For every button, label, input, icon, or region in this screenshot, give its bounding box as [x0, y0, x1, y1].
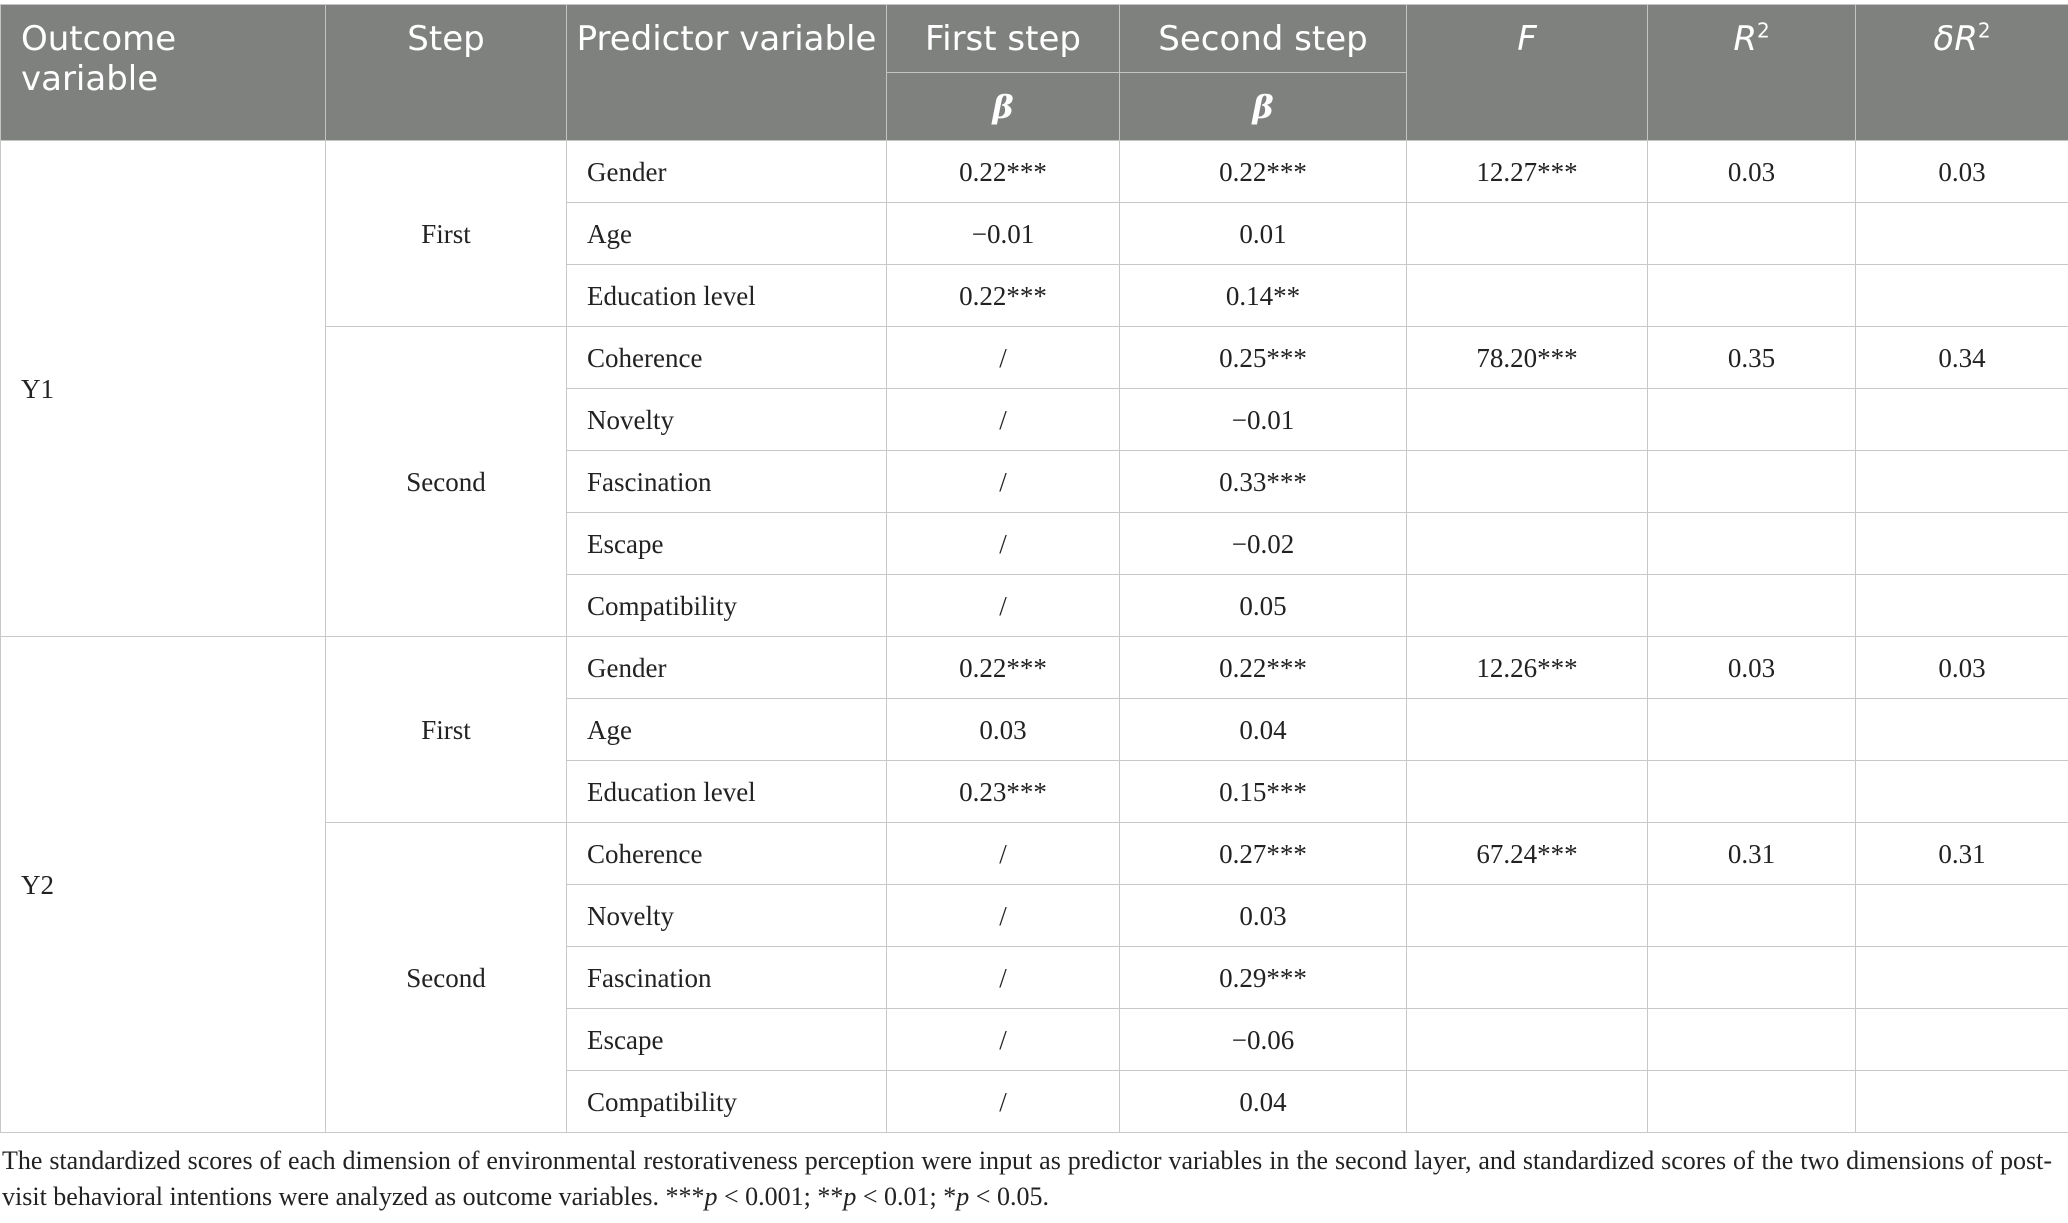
first-step-beta-cell: 0.22***: [887, 265, 1120, 327]
delta-r2-cell: [1856, 699, 2068, 761]
second-step-beta-cell: 0.25***: [1120, 327, 1407, 389]
predictor-cell: Fascination: [567, 947, 887, 1009]
second-step-beta-cell: 0.01: [1120, 203, 1407, 265]
predictor-cell: Age: [567, 699, 887, 761]
delta-r2-cell: [1856, 513, 2068, 575]
footnote-sig2-stars: **: [817, 1182, 844, 1211]
footnote-p2: p: [843, 1182, 857, 1211]
outcome-cell: Y2: [1, 637, 326, 1133]
delta-r2-cell: [1856, 265, 2068, 327]
table-body: [1, 141, 2068, 1133]
first-step-beta-cell: /: [887, 327, 1120, 389]
footnote-sig3-rest: < 0.05.: [969, 1182, 1049, 1211]
step-cell: Second: [326, 327, 567, 637]
predictor-cell: Fascination: [567, 451, 887, 513]
second-step-beta-cell: 0.27***: [1120, 823, 1407, 885]
f-cell: [1407, 389, 1648, 451]
second-step-beta-cell: 0.22***: [1120, 141, 1407, 203]
r2-cell: [1648, 265, 1856, 327]
first-step-beta-cell: /: [887, 823, 1120, 885]
first-step-beta-cell: /: [887, 389, 1120, 451]
header-delta-r2-sup: 2: [1977, 18, 1991, 43]
predictor-cell: Education level: [567, 265, 887, 327]
f-cell: [1407, 761, 1648, 823]
delta-r2-cell: [1856, 1009, 2068, 1071]
f-cell: [1407, 451, 1648, 513]
predictor-cell: Education level: [567, 761, 887, 823]
table-row: [1, 141, 2068, 203]
first-step-beta-cell: 0.23***: [887, 761, 1120, 823]
first-step-beta-cell: /: [887, 451, 1120, 513]
delta-r2-cell: [1856, 451, 2068, 513]
header-predictor-variable: Predictor variable: [567, 5, 887, 141]
delta-r2-cell: [1856, 203, 2068, 265]
f-cell: 12.27***: [1407, 141, 1648, 203]
header-second-step-beta: β: [1120, 73, 1407, 141]
first-step-beta-cell: −0.01: [887, 203, 1120, 265]
r2-cell: [1648, 513, 1856, 575]
footnote-p1: p: [704, 1182, 718, 1211]
first-step-beta-cell: /: [887, 947, 1120, 1009]
predictor-cell: Coherence: [567, 327, 887, 389]
f-cell: [1407, 203, 1648, 265]
second-step-beta-cell: 0.03: [1120, 885, 1407, 947]
table-header: [1, 5, 2068, 141]
f-cell: 78.20***: [1407, 327, 1648, 389]
first-step-beta-cell: /: [887, 513, 1120, 575]
header-step: Step: [326, 5, 567, 141]
table-footnote: [2, 1143, 2052, 1215]
r2-cell: [1648, 761, 1856, 823]
header-second-step: Second step: [1120, 5, 1407, 73]
second-step-beta-cell: 0.33***: [1120, 451, 1407, 513]
header-r2-sup: 2: [1756, 18, 1770, 43]
delta-r2-cell: [1856, 389, 2068, 451]
header-outcome-variable: Outcome variable: [1, 5, 326, 141]
header-r2: [1648, 5, 1856, 141]
first-step-beta-cell: /: [887, 575, 1120, 637]
first-step-beta-cell: /: [887, 1071, 1120, 1133]
step-cell: Second: [326, 823, 567, 1133]
delta-r2-cell: [1856, 761, 2068, 823]
delta-r2-cell: 0.34: [1856, 327, 2068, 389]
r2-cell: [1648, 1009, 1856, 1071]
r2-cell: 0.35: [1648, 327, 1856, 389]
f-cell: [1407, 885, 1648, 947]
f-cell: [1407, 1009, 1648, 1071]
r2-cell: [1648, 451, 1856, 513]
header-r2-label: R: [1733, 19, 1757, 59]
table-row: [1, 637, 2068, 699]
predictor-cell: Coherence: [567, 823, 887, 885]
first-step-beta-cell: /: [887, 885, 1120, 947]
header-delta-symbol: δ: [1933, 19, 1955, 59]
predictor-cell: Age: [567, 203, 887, 265]
second-step-beta-cell: 0.14**: [1120, 265, 1407, 327]
delta-r2-cell: 0.03: [1856, 141, 2068, 203]
header-f: [1407, 5, 1648, 141]
footnote-sig1-rest: < 0.001;: [717, 1182, 818, 1211]
r2-cell: [1648, 203, 1856, 265]
second-step-beta-cell: 0.05: [1120, 575, 1407, 637]
footnote-text: The standardized scores of each dimension of environmental restorativeness perception were input as predictor variables in the second layer, and standardized scores of the two dimensions of post-visit behavioral intentions were analyzed as outcome variables.: [2, 1146, 2052, 1211]
header-f-label: F: [1517, 19, 1537, 59]
delta-r2-cell: [1856, 1071, 2068, 1133]
r2-cell: 0.03: [1648, 637, 1856, 699]
predictor-cell: Compatibility: [567, 575, 887, 637]
r2-cell: [1648, 1071, 1856, 1133]
predictor-cell: Novelty: [567, 389, 887, 451]
predictor-cell: Gender: [567, 637, 887, 699]
r2-cell: 0.31: [1648, 823, 1856, 885]
delta-r2-cell: [1856, 947, 2068, 1009]
predictor-cell: Escape: [567, 1009, 887, 1071]
f-cell: [1407, 947, 1648, 1009]
footnote-p3: p: [956, 1182, 970, 1211]
footnote-sig3-stars: *: [943, 1182, 957, 1211]
second-step-beta-cell: 0.29***: [1120, 947, 1407, 1009]
first-step-beta-cell: 0.22***: [887, 637, 1120, 699]
first-step-beta-cell: 0.03: [887, 699, 1120, 761]
r2-cell: [1648, 699, 1856, 761]
r2-cell: 0.03: [1648, 141, 1856, 203]
header-first-step: First step: [887, 5, 1120, 73]
outcome-cell: Y1: [1, 141, 326, 637]
r2-cell: [1648, 885, 1856, 947]
first-step-beta-cell: /: [887, 1009, 1120, 1071]
f-cell: [1407, 575, 1648, 637]
predictor-cell: Novelty: [567, 885, 887, 947]
predictor-cell: Escape: [567, 513, 887, 575]
regression-table: [0, 4, 2068, 1133]
r2-cell: [1648, 389, 1856, 451]
second-step-beta-cell: −0.01: [1120, 389, 1407, 451]
f-cell: [1407, 513, 1648, 575]
second-step-beta-cell: 0.22***: [1120, 637, 1407, 699]
step-cell: First: [326, 637, 567, 823]
f-cell: [1407, 265, 1648, 327]
f-cell: 12.26***: [1407, 637, 1648, 699]
second-step-beta-cell: 0.04: [1120, 1071, 1407, 1133]
second-step-beta-cell: −0.02: [1120, 513, 1407, 575]
r2-cell: [1648, 947, 1856, 1009]
first-step-beta-cell: 0.22***: [887, 141, 1120, 203]
f-cell: 67.24***: [1407, 823, 1648, 885]
delta-r2-cell: 0.31: [1856, 823, 2068, 885]
delta-r2-cell: [1856, 885, 2068, 947]
r2-cell: [1648, 575, 1856, 637]
footnote-sig2-rest: < 0.01;: [856, 1182, 944, 1211]
second-step-beta-cell: −0.06: [1120, 1009, 1407, 1071]
second-step-beta-cell: 0.04: [1120, 699, 1407, 761]
delta-r2-cell: 0.03: [1856, 637, 2068, 699]
delta-r2-cell: [1856, 575, 2068, 637]
header-delta-r2: [1856, 5, 2068, 141]
step-cell: First: [326, 141, 567, 327]
f-cell: [1407, 1071, 1648, 1133]
f-cell: [1407, 699, 1648, 761]
footnote-sig1-stars: ***: [665, 1182, 705, 1211]
predictor-cell: Gender: [567, 141, 887, 203]
header-first-step-beta: β: [887, 73, 1120, 141]
header-delta-r2-label: R: [1954, 19, 1978, 59]
predictor-cell: Compatibility: [567, 1071, 887, 1133]
second-step-beta-cell: 0.15***: [1120, 761, 1407, 823]
